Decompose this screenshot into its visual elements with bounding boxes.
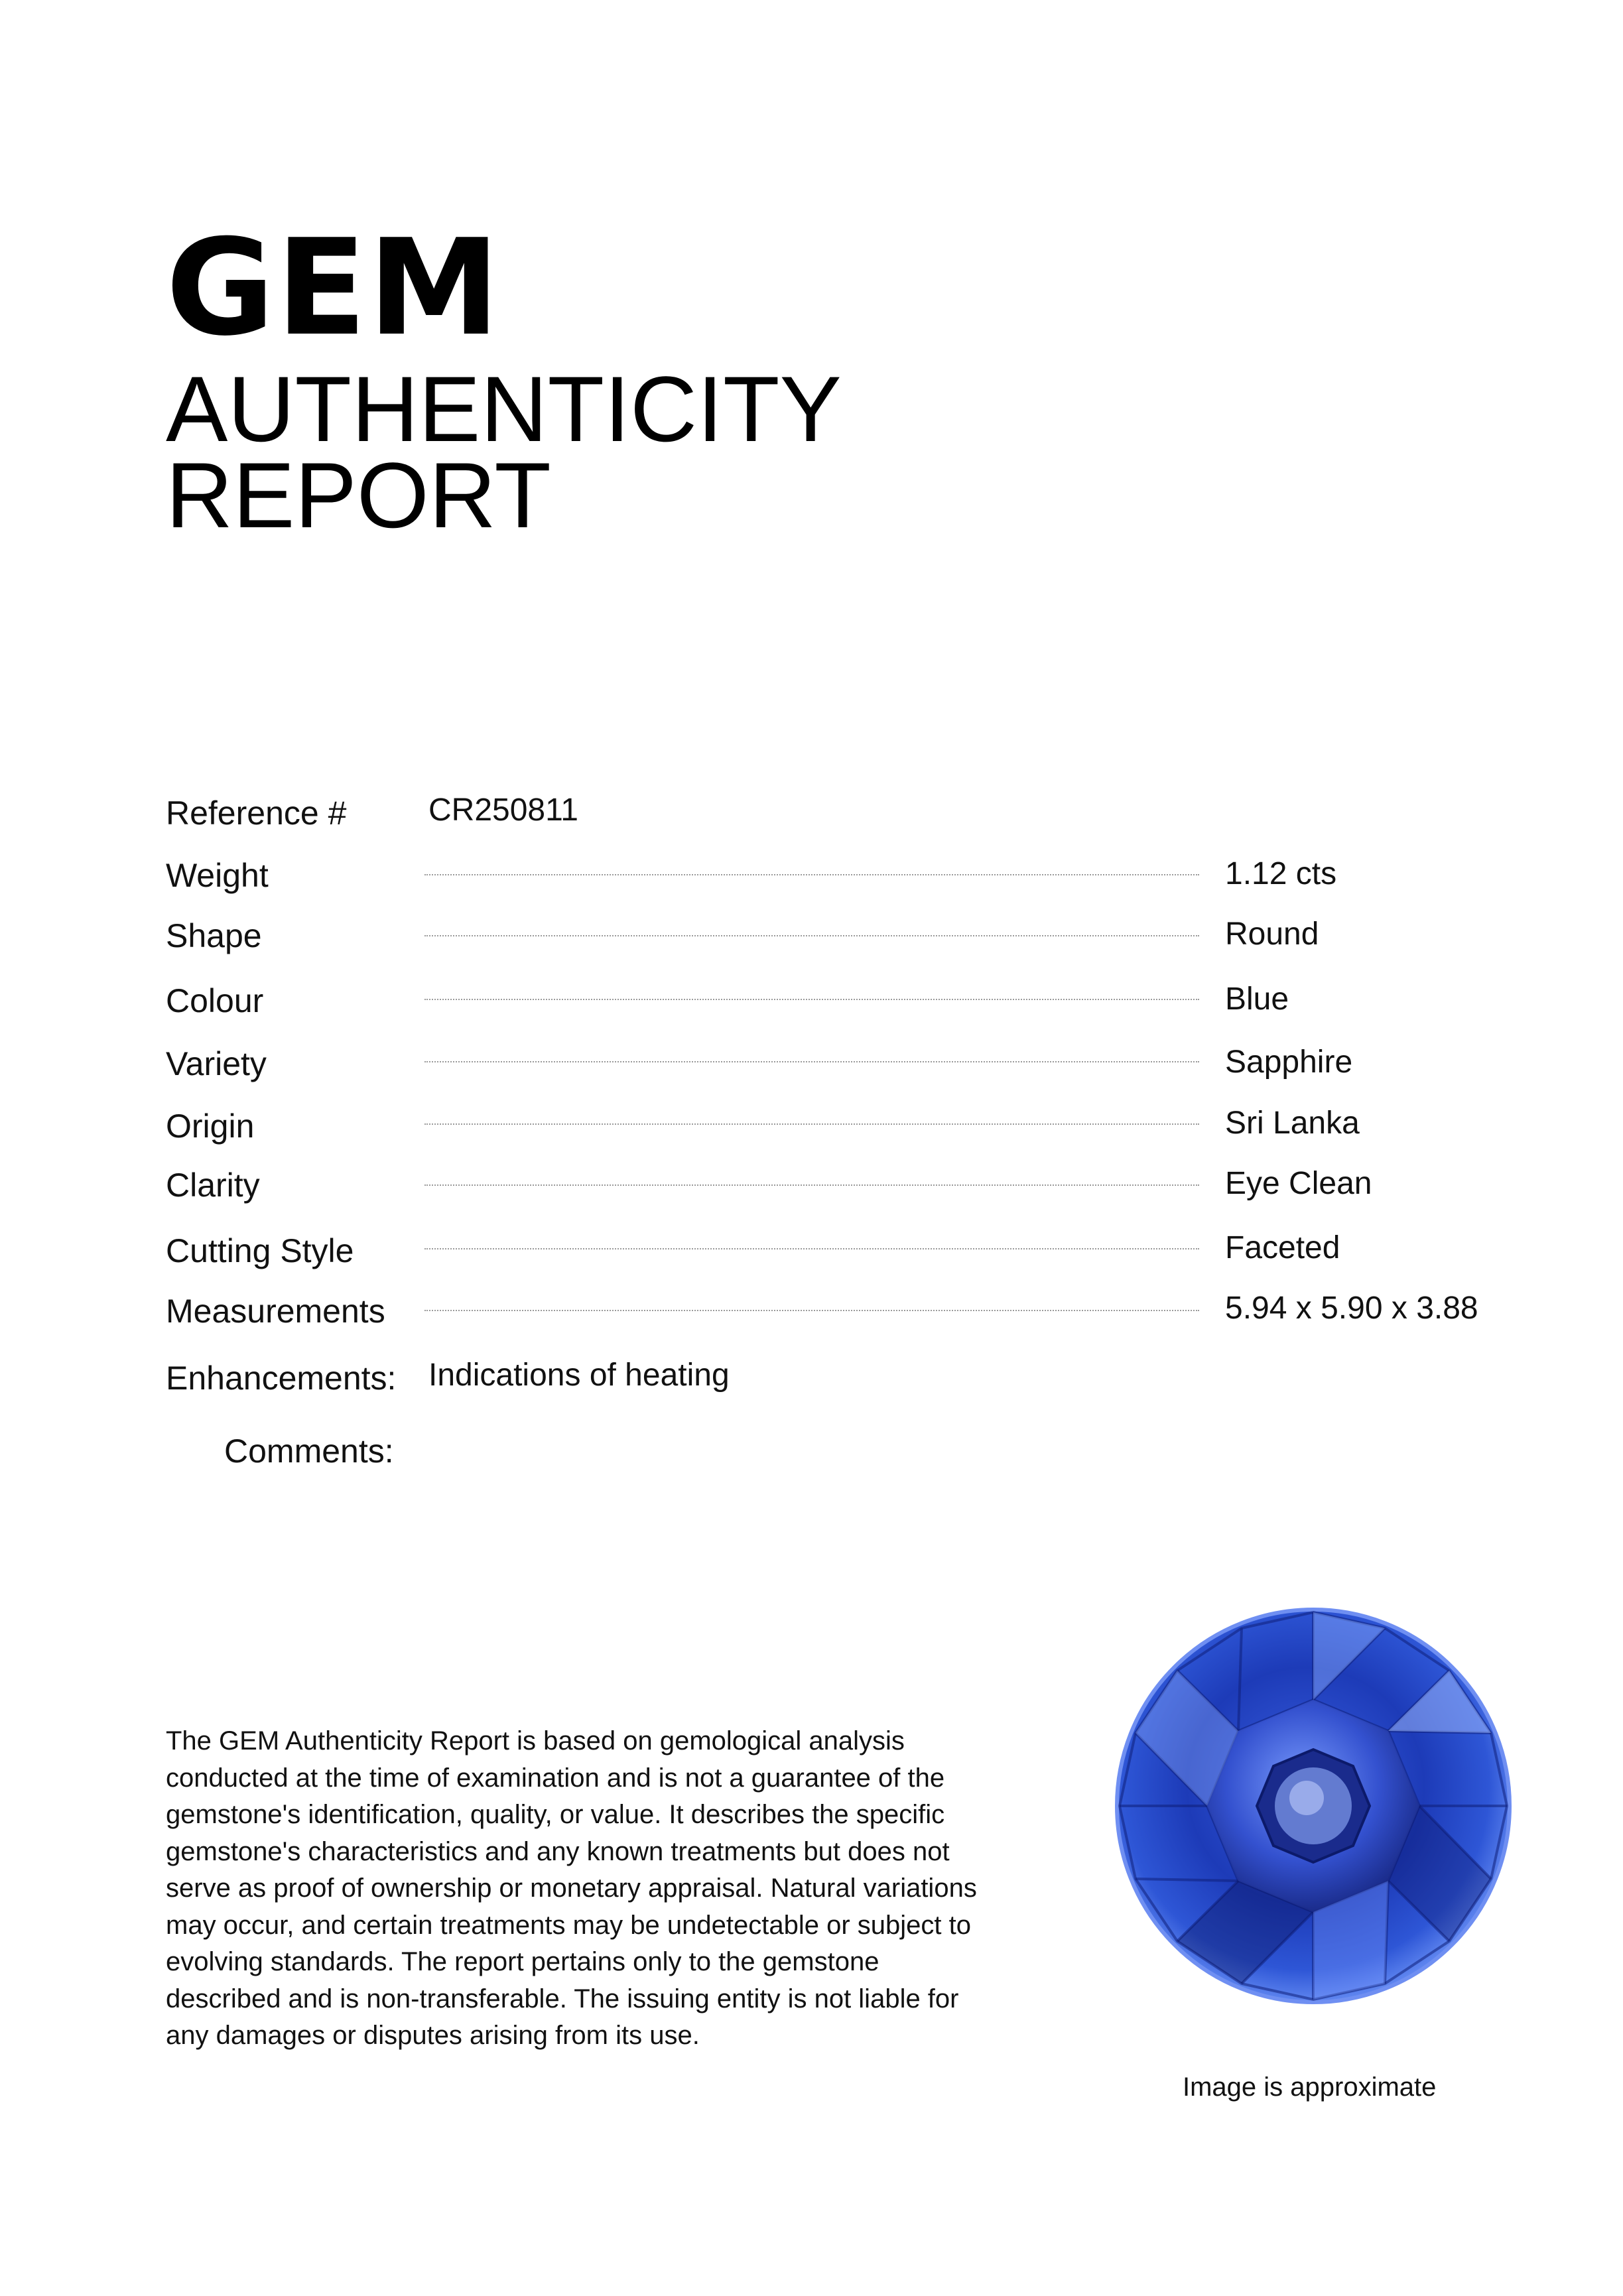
comments-label: Comments: (224, 1433, 394, 1470)
reference-value: CR250811 (428, 793, 578, 828)
report-title: GEM (166, 211, 501, 365)
property-label-shape: Shape (166, 917, 262, 954)
property-value-weight: 1.12 cts (1225, 856, 1337, 891)
leader-line (424, 999, 1199, 1000)
property-value-clarity: Eye Clean (1225, 1166, 1372, 1201)
image-caption: Image is approximate (1183, 2073, 1437, 2102)
property-value-shape: Round (1225, 917, 1319, 952)
property-label-origin: Origin (166, 1108, 255, 1145)
property-value-cutting-style: Faceted (1225, 1230, 1340, 1265)
property-value-colour: Blue (1225, 982, 1289, 1017)
leader-line (424, 935, 1199, 936)
leader-line (424, 1310, 1199, 1311)
leader-line (424, 874, 1199, 875)
property-value-measurements: 5.94 x 5.90 x 3.88 (1225, 1291, 1478, 1326)
property-label-weight: Weight (166, 857, 269, 894)
property-value-variety: Sapphire (1225, 1045, 1353, 1080)
property-label-colour: Colour (166, 982, 264, 1019)
property-value-origin: Sri Lanka (1225, 1106, 1360, 1141)
property-label-cutting-style: Cutting Style (166, 1232, 354, 1269)
reference-label: Reference # (166, 795, 347, 832)
enhancements-label: Enhancements: (166, 1360, 397, 1397)
disclaimer-text: The GEM Authenticity Report is based on gemological analysis conducted at the time of examination and is not a guarantee of the gemstone's identification, quality, or value. It describes the specific gemstone's characteristics and any known treatments but does not serve as proof of ownership or monetary appraisal. Natural variations may occur, and certain treatments may be undetectable or subject to evolving standards. The report pertains only to the gemstone described and is non-transferable. The issuing entity is not liable for any damages or disputes arising from its use. (166, 1726, 977, 2050)
property-label-clarity: Clarity (166, 1167, 260, 1204)
report-subtitle-line1: AUTHENTICITY (166, 357, 842, 461)
leader-line (424, 1248, 1199, 1249)
sapphire-gem-icon (1114, 1607, 1512, 2005)
leader-line (424, 1061, 1199, 1062)
property-label-variety: Variety (166, 1045, 267, 1082)
property-label-measurements: Measurements (166, 1293, 385, 1330)
sapphire-illustration (1114, 1607, 1512, 2005)
leader-line (424, 1123, 1199, 1125)
report-subtitle-line2: REPORT (166, 443, 551, 547)
leader-line (424, 1184, 1199, 1186)
report-subtitle (166, 357, 842, 547)
enhancements-value: Indications of heating (428, 1358, 730, 1393)
